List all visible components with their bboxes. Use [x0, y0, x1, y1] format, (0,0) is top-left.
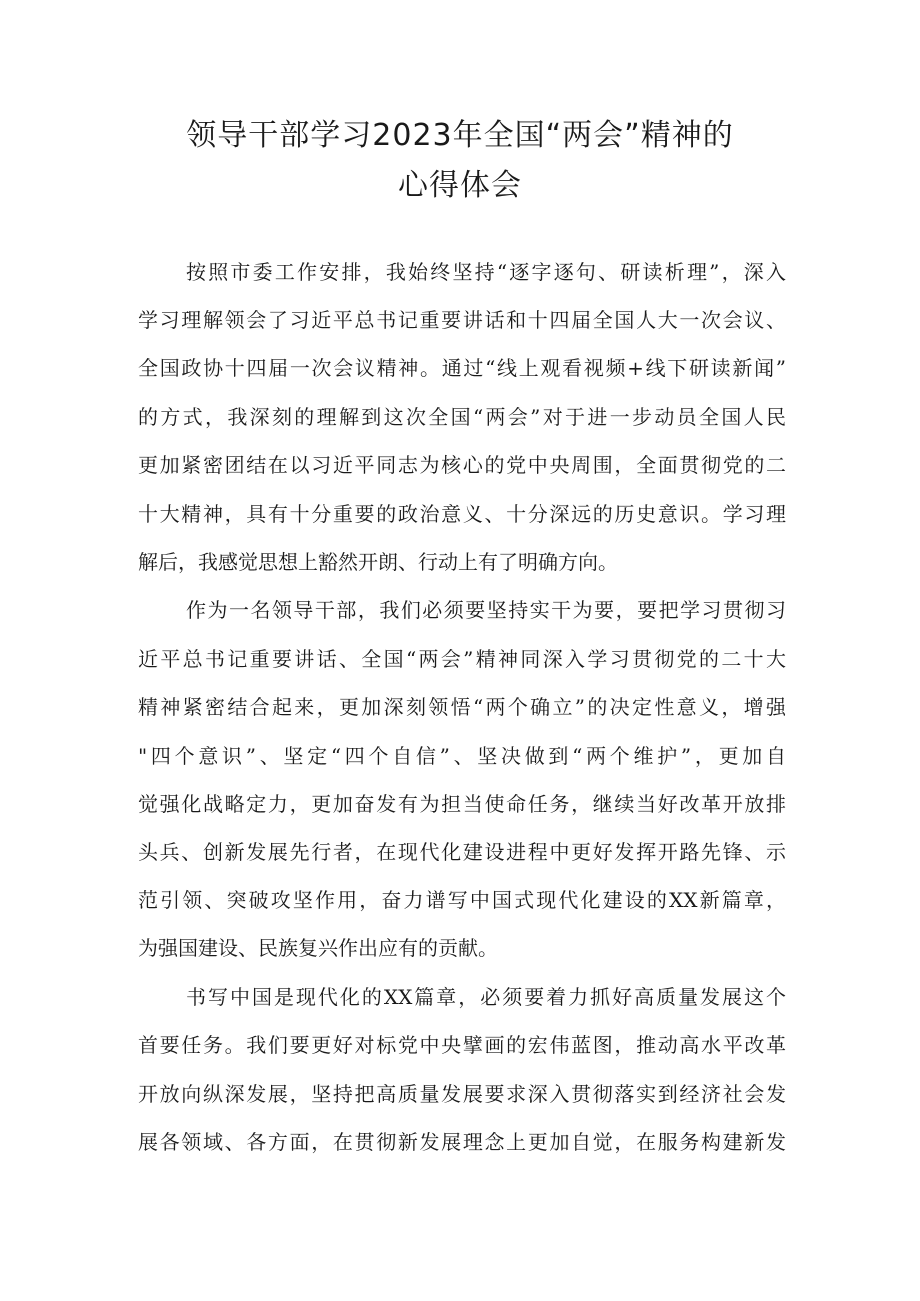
- paragraph-line: 十大精神，具有十分重要的政治意义、十分深远的历史意识。学习理: [138, 502, 786, 526]
- paragraph-line: 精神紧密结合起来，更加深刻领悟“两个确立”的决定性意义，增强: [138, 695, 786, 719]
- paragraph-line: 头兵、创新发展先行者，在现代化建设进程中更好发挥开路先锋、示: [138, 840, 786, 864]
- paragraph-line: "四个意识”、坚定“四个自信”、坚决做到“两个维护”，更加自: [138, 744, 786, 768]
- paragraph-line: 范引领、突破攻坚作用，奋力谱写中国式现代化建设的XX新篇章，: [138, 888, 786, 912]
- document-title-line-2: 心得体会: [398, 168, 522, 203]
- paragraph-line: 书写中国是现代化的XX篇章，必须要着力抓好高质量发展这个: [186, 985, 786, 1009]
- paragraph-line: 首要任务。我们要更好对标党中央擘画的宏伟蓝图，推动高水平改革: [138, 1033, 786, 1057]
- document-title-line-1: 领导干部学习2023年全国“两会”精神的: [186, 118, 734, 153]
- paragraph-line: 作为一名领导干部，我们必须要坚持实干为要，要把学习贯彻习: [186, 598, 786, 622]
- paragraph-line: 为强国建设、民族复兴作出应有的贡献。: [138, 936, 498, 960]
- paragraph-line: 学习理解领会了习近平总书记重要讲话和十四届全国人大一次会议、: [138, 308, 786, 332]
- paragraph-line: 更加紧密团结在以习近平同志为核心的党中央周围，全面贯彻党的二: [138, 453, 786, 477]
- paragraph-line: 开放向纵深发展，坚持把高质量发展要求深入贯彻落实到经济社会发: [138, 1082, 786, 1106]
- paragraph-line: 觉强化战略定力，更加奋发有为担当使命任务，继续当好改革开放排: [138, 792, 786, 816]
- paragraph-line: 按照市委工作安排，我始终坚持“逐字逐句、研读析理”，深入: [186, 260, 786, 284]
- paragraph-line: 解后，我感觉思想上豁然开朗、行动上有了明确方向。: [138, 550, 618, 574]
- paragraph-line: 全国政协十四届一次会议精神。通过“线上观看视频+线下研读新闻”: [138, 356, 786, 380]
- paragraph-line: 展各领域、各方面，在贯彻新发展理念上更加自觉，在服务构建新发: [138, 1130, 786, 1154]
- paragraph-line: 的方式，我深刻的理解到这次全国“两会”对于进一步动员全国人民: [138, 405, 786, 429]
- paragraph-line: 近平总书记重要讲话、全国“两会”精神同深入学习贯彻党的二十大: [138, 647, 786, 671]
